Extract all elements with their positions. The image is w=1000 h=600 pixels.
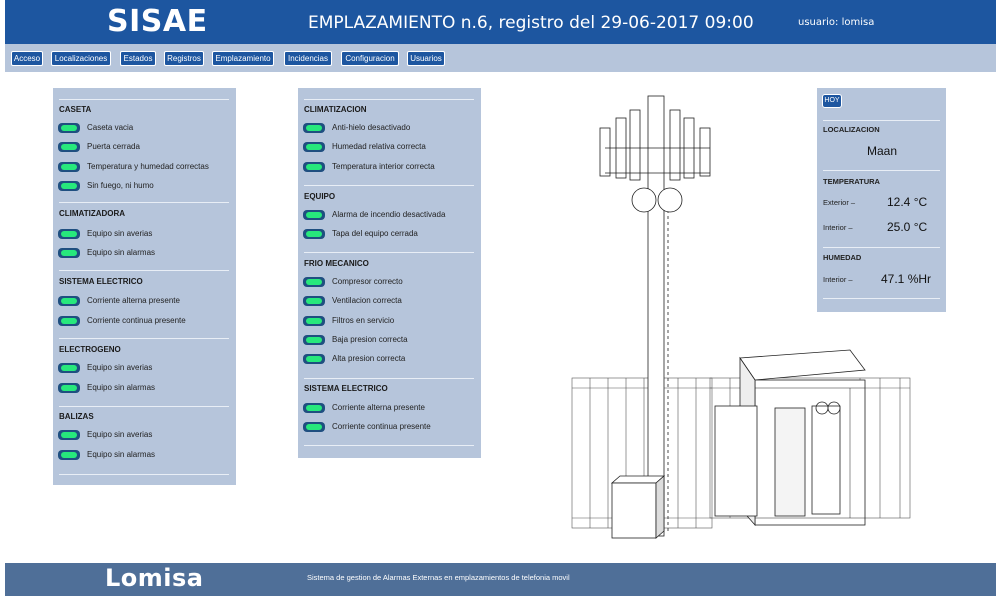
separator bbox=[304, 252, 474, 253]
status-label: Ventilacion correcta bbox=[332, 296, 402, 305]
status-label: Compresor correcto bbox=[332, 277, 403, 286]
status-led-icon bbox=[58, 430, 80, 440]
separator bbox=[304, 445, 474, 446]
status-label: Filtros en servicio bbox=[332, 316, 395, 325]
status-label: Corriente continua presente bbox=[87, 316, 186, 325]
left-status-panel bbox=[53, 88, 236, 485]
section-title-caseta: CASETA bbox=[59, 105, 92, 114]
separator bbox=[59, 338, 229, 339]
localizacion-title: LOCALIZACION bbox=[823, 125, 880, 134]
status-led-icon bbox=[303, 354, 325, 364]
localizacion-value: Maan bbox=[867, 144, 898, 158]
status-led-icon bbox=[58, 296, 80, 306]
status-label: Alarma de incendio desactivada bbox=[332, 210, 446, 219]
status-led-icon bbox=[58, 142, 80, 152]
middle-status-panel bbox=[298, 88, 481, 458]
separator bbox=[304, 378, 474, 379]
separator bbox=[823, 120, 940, 121]
nav-acceso[interactable]: Acceso bbox=[11, 51, 43, 66]
section-title-electrogeno: ELECTROGENO bbox=[59, 345, 121, 354]
humedad-value: 47.1 %Hr bbox=[881, 272, 932, 286]
status-label: Baja presion correcta bbox=[332, 335, 408, 344]
separator bbox=[823, 170, 940, 171]
exterior-temperature-value: 12.4 °C bbox=[887, 195, 928, 209]
status-label: Corriente alterna presente bbox=[87, 296, 180, 305]
interior-temperature-value: 25.0 °C bbox=[887, 220, 928, 234]
status-label: Tapa del equipo cerrada bbox=[332, 229, 418, 238]
separator bbox=[304, 99, 474, 100]
lomisa-logo: Lomisa bbox=[105, 564, 204, 592]
status-led-icon bbox=[303, 123, 325, 133]
status-led-icon bbox=[303, 162, 325, 172]
header-bar bbox=[5, 0, 996, 44]
status-led-icon bbox=[58, 229, 80, 239]
right-readings-panel bbox=[817, 88, 946, 312]
status-led-icon bbox=[303, 422, 325, 432]
exterior-label: Exterior – bbox=[823, 198, 856, 207]
page-title: EMPLAZAMIENTO n.6, registro del 29-06-2017 09:00 bbox=[308, 13, 754, 33]
status-led-icon bbox=[58, 383, 80, 393]
nav-localizaciones[interactable]: Localizaciones bbox=[51, 51, 111, 66]
separator bbox=[823, 247, 940, 248]
status-led-icon bbox=[58, 248, 80, 258]
nav-estados[interactable]: Estados bbox=[120, 51, 156, 66]
section-title-equipo: EQUIPO bbox=[304, 192, 336, 201]
status-label: Equipo sin averias bbox=[87, 229, 153, 238]
separator bbox=[59, 202, 229, 203]
status-label: Sin fuego, ni humo bbox=[87, 181, 154, 190]
separator bbox=[59, 270, 229, 271]
separator bbox=[823, 298, 940, 299]
status-label: Equipo sin alarmas bbox=[87, 450, 156, 459]
humedad-interior-label: Interior – bbox=[823, 275, 853, 284]
nav-emplazamiento[interactable]: Emplazamiento bbox=[212, 51, 274, 66]
status-label: Temperatura y humedad correctas bbox=[87, 162, 209, 171]
status-label: Caseta vacia bbox=[87, 123, 134, 132]
section-title-frio-mecanico: FRIO MECANICO bbox=[304, 259, 369, 268]
status-label: Equipo sin alarmas bbox=[87, 248, 156, 257]
nav-registros[interactable]: Registros bbox=[164, 51, 204, 66]
status-led-icon bbox=[303, 210, 325, 220]
nav-bar bbox=[5, 44, 996, 72]
status-label: Equipo sin alarmas bbox=[87, 383, 156, 392]
status-led-icon bbox=[303, 403, 325, 413]
status-led-icon bbox=[58, 450, 80, 460]
status-led-icon bbox=[303, 229, 325, 239]
status-label: Corriente continua presente bbox=[332, 422, 431, 431]
status-label: Equipo sin averias bbox=[87, 363, 153, 372]
separator bbox=[59, 99, 229, 100]
status-label: Puerta cerrada bbox=[87, 142, 140, 151]
separator bbox=[59, 474, 229, 475]
status-led-icon bbox=[303, 296, 325, 306]
section-title-sistema-electrico: SISTEMA ELECTRICO bbox=[59, 277, 143, 286]
status-led-icon bbox=[58, 181, 80, 191]
section-title-sistema-electrico: SISTEMA ELECTRICO bbox=[304, 384, 388, 393]
interior-label: Interior – bbox=[823, 223, 853, 232]
status-label: Temperatura interior correcta bbox=[332, 162, 435, 171]
status-label: Alta presion correcta bbox=[332, 354, 406, 363]
user-label: usuario: lomisa bbox=[798, 17, 875, 28]
separator bbox=[304, 185, 474, 186]
footer-description: Sistema de gestion de Alarmas Externas en emplazamientos de telefonia movil bbox=[307, 573, 570, 582]
status-label: Anti-hielo desactivado bbox=[332, 123, 411, 132]
humedad-title: HUMEDAD bbox=[823, 253, 862, 262]
status-led-icon bbox=[58, 363, 80, 373]
nav-incidencias[interactable]: Incidencias bbox=[284, 51, 332, 66]
nav-configuracion[interactable]: Configuracion bbox=[341, 51, 399, 66]
section-title-climatizacion: CLIMATIZACION bbox=[304, 105, 367, 114]
status-label: Equipo sin averias bbox=[87, 430, 153, 439]
status-led-icon bbox=[303, 316, 325, 326]
status-led-icon bbox=[303, 277, 325, 287]
status-led-icon bbox=[58, 162, 80, 172]
hoy-button[interactable]: HOY bbox=[822, 94, 842, 108]
separator bbox=[59, 406, 229, 407]
app-title: SISAE bbox=[107, 4, 208, 39]
status-led-icon bbox=[58, 123, 80, 133]
status-label: Corriente alterna presente bbox=[332, 403, 425, 412]
status-led-icon bbox=[303, 142, 325, 152]
section-title-climatizadora: CLIMATIZADORA bbox=[59, 209, 126, 218]
temperatura-title: TEMPERATURA bbox=[823, 177, 880, 186]
section-title-balizas: BALIZAS bbox=[59, 412, 94, 421]
nav-usuarios[interactable]: Usuarios bbox=[407, 51, 445, 66]
status-led-icon bbox=[303, 335, 325, 345]
footer-bar bbox=[5, 563, 996, 596]
status-led-icon bbox=[58, 316, 80, 326]
status-label: Humedad relativa correcta bbox=[332, 142, 426, 151]
